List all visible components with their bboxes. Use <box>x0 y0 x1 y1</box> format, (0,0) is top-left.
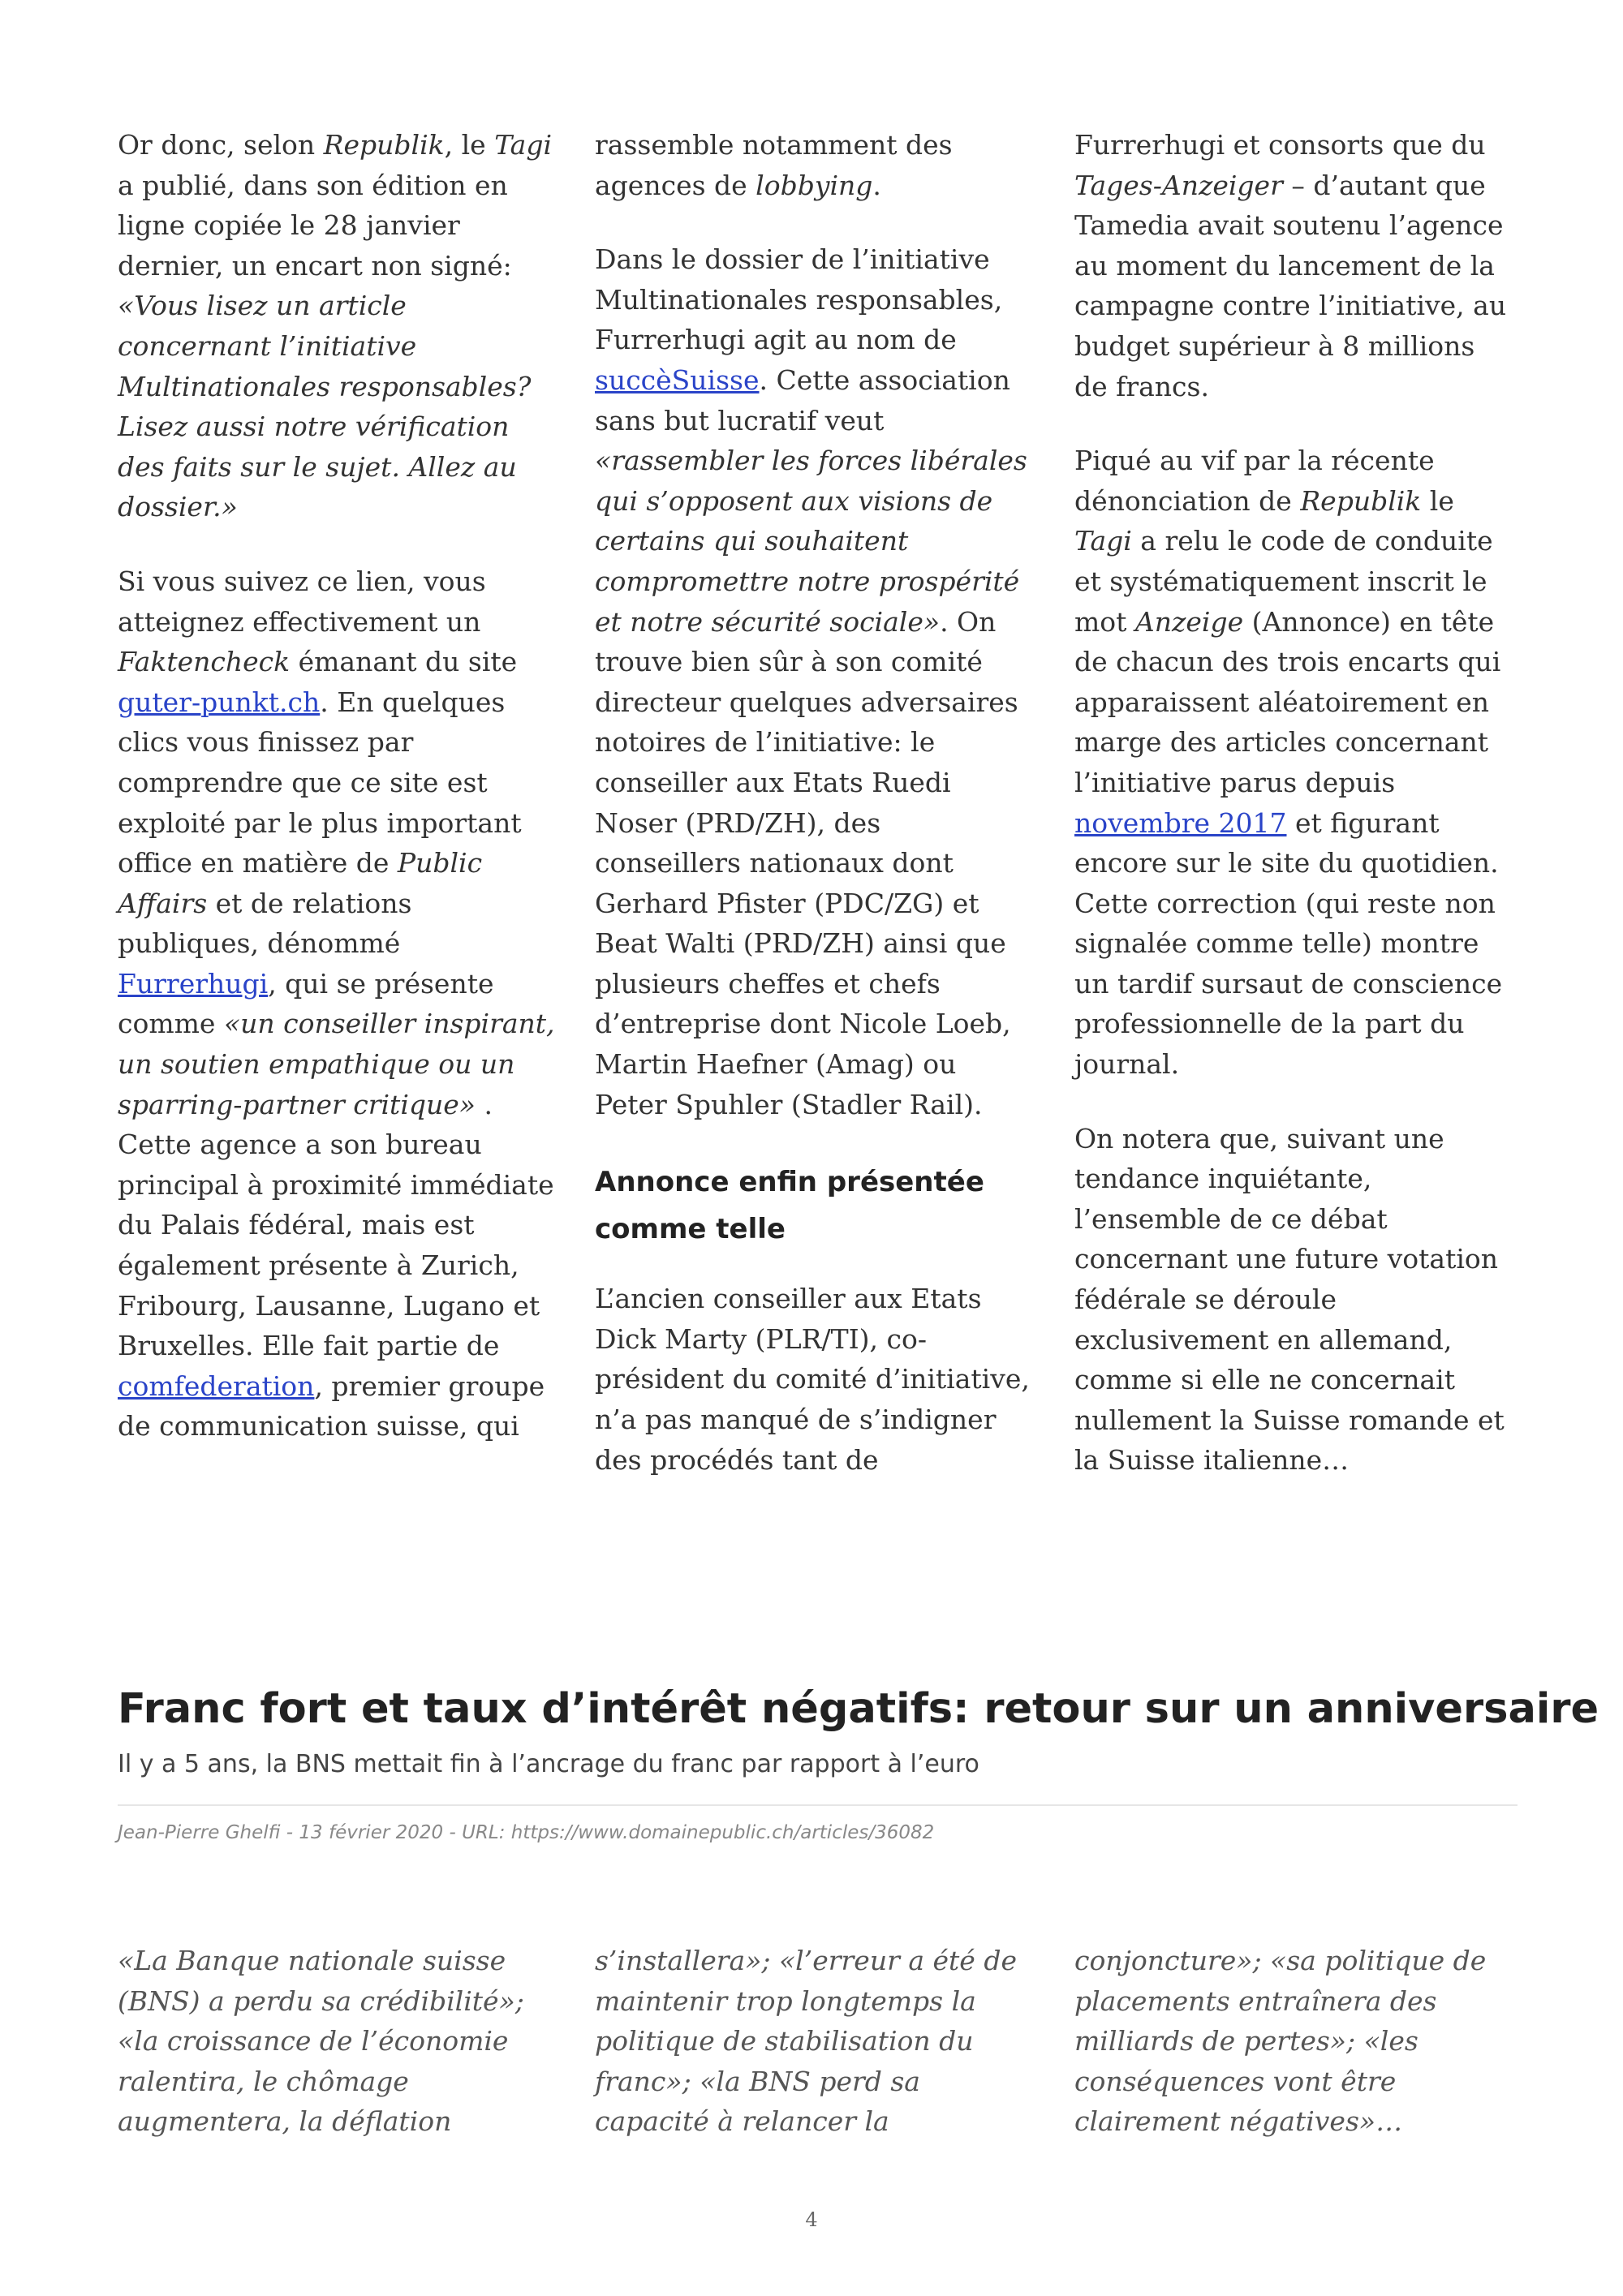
italic-text: Tages-Anzeiger <box>1074 169 1283 201</box>
article2-column-3: conjoncture»; «sa politique de placements entraînera des milliards de pertes»; «les conséquences vont être clairement négatives»… <box>1074 1945 1487 2138</box>
article2-column-2: s’installera»; «l’erreur a été de maintenir trop longtemps la politique de stabilisation du franc»; «la BNS perd sa capacité à relancer la <box>595 1945 1017 2138</box>
text: Furrerhugi et consorts que du <box>1074 129 1486 161</box>
text: émanant du site <box>290 646 518 678</box>
text: , le <box>444 129 495 161</box>
text: Piqué au vif par la récente dénonciation de <box>1074 445 1435 517</box>
text: et de relations publiques, dénommé <box>118 887 412 960</box>
novembre-2017-link[interactable]: novembre 2017 <box>1074 806 1287 839</box>
article-subtitle: Il y a 5 ans, la BNS mettait fin à l’ancrage du franc par rapport à l’euro <box>118 1750 979 1778</box>
article1-col3-paragraph-1 <box>1074 125 1513 406</box>
text: et figurant encore sur le site du quotidien. Cette correction (qui reste non signalée comme telle) montre un tardif sursaut de conscience professionnelle de la part du journal. <box>1074 806 1503 1081</box>
italic-text: Tagi <box>494 129 553 161</box>
article2-header <box>118 1681 1599 1847</box>
article1-col3-paragraph-3: On notera que, suivant une tendance inquiétante, l’ensemble de ce débat concernant une future votation fédérale se déroule exclusivement en allemand, comme si elle ne concernait nullement la Suisse romande et la Suisse italienne… <box>1074 1122 1505 1477</box>
italic-text: lobbying <box>756 169 873 201</box>
section-heading: Annonce enfin présentée comme telle <box>595 1166 984 1246</box>
guter-punkt-link[interactable]: guter-punkt.ch <box>118 686 321 718</box>
quote: «Vous lisez un article concernant l’initiative Multinationales responsables? Lisez aussi notre vérification des faits sur le sujet. Allez au dossier.» <box>118 290 532 523</box>
text: a publié, dans son édition en ligne copiée le 28 janvier dernier, un encart non signé: <box>118 169 512 282</box>
page-number: 4 <box>805 2208 818 2231</box>
italic-text: Anzeige <box>1134 605 1244 638</box>
text: – d’autant que Tamedia avait soutenu l’agence au moment du lancement de la campagne contre l’initiative, au budget supérieur à 8 millions de francs. <box>1074 169 1507 402</box>
divider <box>118 1804 1518 1806</box>
text: Or donc, selon <box>118 129 324 161</box>
text: . Cette agence a son bureau principal à proximité immédiate du Palais fédéral, mais est également présente à Zurich, Fribourg, Lausanne, Lugano et Bruxelles. Elle fait partie de <box>118 1088 554 1362</box>
article2-column-1: «La Banque nationale suisse (BNS) a perdu sa crédibilité»; «la croissance de l’économie ralentira, le chômage augmentera, la déflation <box>118 1945 524 2138</box>
text: (Annonce) en tête de chacun des trois encarts qui apparaissent aléatoirement en marge des articles concernant l’initiative parus depuis <box>1074 605 1501 798</box>
article1-column-1 <box>118 125 556 1447</box>
quote: «rassembler les forces libérales qui s’opposent aux visions de certains qui souhaitent compromettre notre prospérité et notre sécurité sociale» <box>595 445 1027 638</box>
article-title: Franc fort et taux d’intérêt négatifs: retour sur un anniversaire <box>118 1685 1599 1733</box>
article1-col1-paragraph-2 <box>118 561 556 1447</box>
text: . Cette association sans but lucratif veut <box>595 363 1010 436</box>
article1-col2-paragraph-1 <box>595 125 1033 205</box>
article1-column-3 <box>1074 125 1513 1481</box>
article1-col1-paragraph-1 <box>118 125 556 527</box>
quote: «un conseiller inspirant, un soutien empathique ou un sparring-partner critique» <box>118 1008 555 1120</box>
article1-col2-paragraph-3: L’ancien conseiller aux Etats Dick Marty (PLR/TI), co-président du comité d’initiative, n’a pas manqué de s’indigner des procédés tant de <box>595 1283 1030 1476</box>
article1-column-2 <box>595 125 1033 1480</box>
text: , premier groupe de communication suisse, qui <box>118 1369 545 1443</box>
text: a relu le code de conduite et systématiquement inscrit le mot <box>1074 525 1493 638</box>
italic-text: Republik <box>1300 484 1422 517</box>
furrerhugi-link[interactable]: Furrerhugi <box>118 967 269 1000</box>
italic-text: Public Affairs <box>118 847 483 919</box>
article-meta: Jean-Pierre Ghelfi - 13 février 2020 - URL: https://www.domainepublic.ch/articles/36082 <box>118 1822 935 1843</box>
comfederation-link[interactable]: comfederation <box>118 1369 315 1402</box>
italic-text: Tagi <box>1074 525 1132 557</box>
article1-col3-paragraph-2 <box>1074 441 1513 1085</box>
successuisse-link[interactable]: succèSuisse <box>595 363 760 396</box>
text: . <box>872 169 881 201</box>
text: Si vous suivez ce lien, vous atteignez effectivement un <box>118 565 486 638</box>
text: le <box>1421 484 1454 517</box>
text: , qui se présente comme <box>118 967 494 1040</box>
text: rassemble notamment des agences de <box>595 129 953 201</box>
italic-text: Republik <box>323 129 445 161</box>
text: . On trouve bien sûr à son comité directeur quelques adversaires notoires de l’initiative: le conseiller aux Etats Ruedi Noser (PRD/ZH), des conseillers nationaux dont Gerhard Pfister (PDC/ZG) et Beat Walti (PRD/ZH) ainsi que plusieurs cheffes et chefs d’entreprise dont Nicole Loeb, Martin Haefner (Amag) ou Peter Spuhler (Stadler Rail). <box>595 605 1018 1120</box>
text: . En quelques clics vous finissez par comprendre que ce site est exploité par le plus important office en matière de <box>118 686 522 879</box>
article1-col2-paragraph-2 <box>595 239 1033 1124</box>
text: Dans le dossier de l’initiative Multinationales responsables, Furrerhugi agit au nom de <box>595 243 1003 356</box>
italic-text: Faktencheck <box>118 646 291 678</box>
